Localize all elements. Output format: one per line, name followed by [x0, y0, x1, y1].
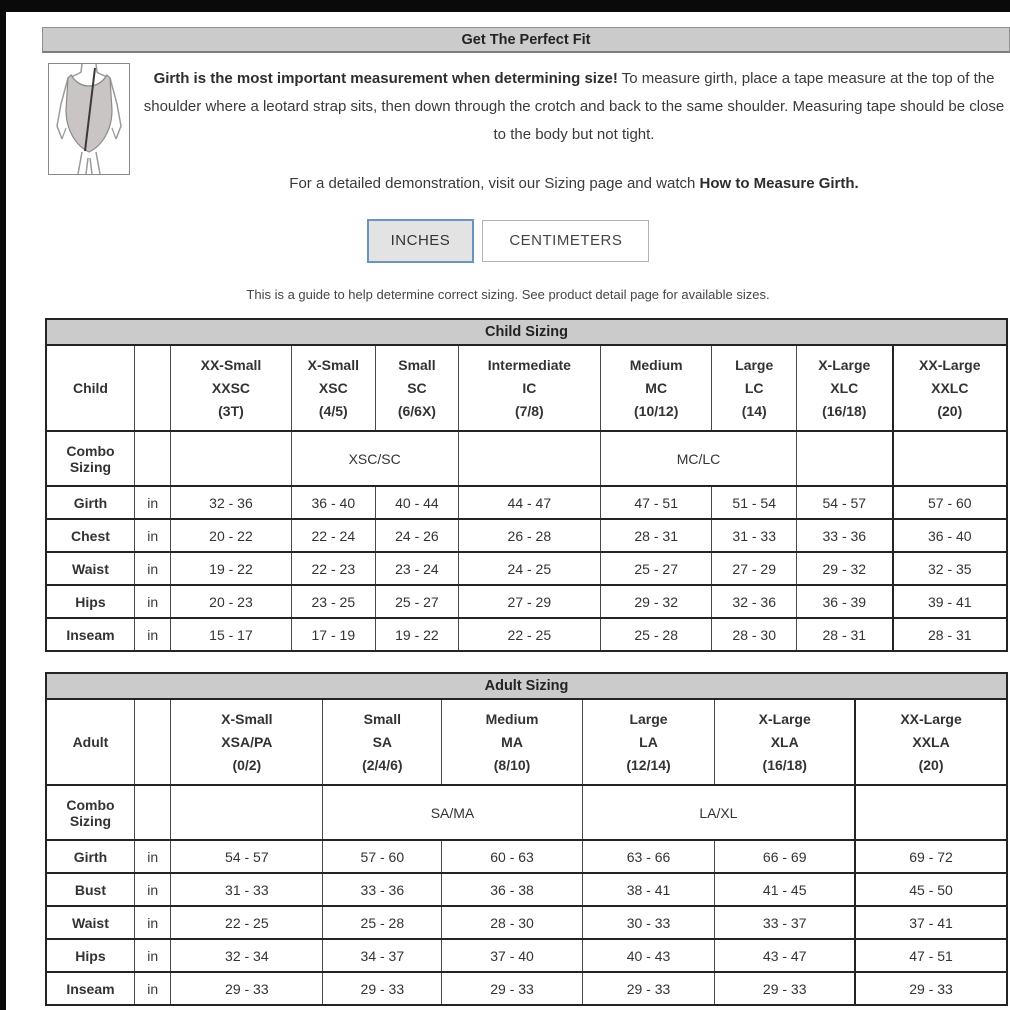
measurement-value: 29 - 33	[582, 972, 715, 1005]
measurement-value: 40 - 44	[376, 486, 459, 519]
measurement-value: 51 - 54	[712, 486, 797, 519]
measurement-value: 29 - 33	[715, 972, 855, 1005]
combo-sizing-cell	[796, 431, 892, 486]
measurement-value: 41 - 45	[715, 873, 855, 906]
measurement-value: 24 - 25	[458, 552, 600, 585]
measurement-value: 27 - 29	[712, 552, 797, 585]
measurement-value: 37 - 40	[442, 939, 582, 972]
table-title-row	[46, 319, 1007, 345]
girth-description	[138, 65, 1010, 149]
combo-sizing-cell: XSC/SC	[291, 431, 458, 486]
measurement-label: Hips	[46, 939, 134, 972]
measurement-value: 47 - 51	[855, 939, 1007, 972]
leotard-illustration	[48, 63, 130, 175]
sizing-guide-note: This is a guide to help determine correct sizing. See product detail page for available sizes.	[246, 287, 770, 302]
measurement-row	[46, 840, 1007, 873]
size-column-header: X-Large XLA (16/18)	[715, 699, 855, 785]
measurement-row	[46, 906, 1007, 939]
measurement-row	[46, 486, 1007, 519]
measurement-label: Girth	[46, 840, 134, 873]
measurement-row	[46, 552, 1007, 585]
measurement-value: 34 - 37	[323, 939, 442, 972]
measurement-value: 66 - 69	[715, 840, 855, 873]
measurement-value: 20 - 22	[171, 519, 291, 552]
unit-cell: in	[134, 906, 171, 939]
combo-sizing-cell: MC/LC	[600, 431, 796, 486]
measurement-value: 23 - 25	[291, 585, 376, 618]
girth-description-rest: To measure girth, place a tape measure at the top of the shoulder where a leotard strap sits, then down through the crotch and back to the same shoulder. Measuring tape should be close to the body but not tight.	[143, 70, 1005, 143]
measurement-value: 24 - 26	[376, 519, 459, 552]
size-column-header: X-Small XSC (4/5)	[291, 345, 376, 431]
measurement-value: 26 - 28	[458, 519, 600, 552]
empty-unit-cell	[134, 345, 171, 431]
unit-cell: in	[134, 873, 171, 906]
measurement-value: 57 - 60	[323, 840, 442, 873]
measurement-value: 25 - 28	[600, 618, 711, 651]
entity-label-cell: Adult	[46, 699, 134, 785]
measurement-value: 29 - 33	[171, 972, 323, 1005]
size-column-header: Medium MC (10/12)	[600, 345, 711, 431]
table-title: Child Sizing	[46, 319, 1007, 345]
size-column-header: X-Large XLC (16/18)	[796, 345, 892, 431]
unit-cell: in	[134, 486, 171, 519]
size-column-header: Large LA (12/14)	[582, 699, 715, 785]
measurement-value: 27 - 29	[458, 585, 600, 618]
measurement-value: 33 - 37	[715, 906, 855, 939]
measurement-row	[46, 618, 1007, 651]
page-title: Get The Perfect Fit	[42, 27, 1010, 53]
measurement-value: 25 - 27	[376, 585, 459, 618]
table-title-row	[46, 673, 1007, 699]
measurement-row	[46, 939, 1007, 972]
measurement-value: 43 - 47	[715, 939, 855, 972]
measurement-value: 19 - 22	[376, 618, 459, 651]
measurement-label: Chest	[46, 519, 134, 552]
empty-unit-cell	[134, 699, 171, 785]
unit-cell: in	[134, 840, 171, 873]
measurement-value: 22 - 24	[291, 519, 376, 552]
demo-line-prefix: For a detailed demonstration, visit our Sizing page and watch	[289, 175, 700, 192]
measurement-value: 36 - 39	[796, 585, 892, 618]
inches-button[interactable]: INCHES	[367, 219, 475, 263]
measurement-value: 25 - 28	[323, 906, 442, 939]
size-column-header: Large LC (14)	[712, 345, 797, 431]
unit-cell: in	[134, 972, 171, 1005]
sizing-guide-page	[6, 12, 1010, 1010]
measurement-value: 37 - 41	[855, 906, 1007, 939]
measurement-value: 22 - 25	[171, 906, 323, 939]
measurement-value: 54 - 57	[171, 840, 323, 873]
unit-cell: in	[134, 939, 171, 972]
measurement-row	[46, 519, 1007, 552]
measurement-value: 33 - 36	[796, 519, 892, 552]
intro-section	[48, 63, 1010, 192]
measurement-value: 31 - 33	[171, 873, 323, 906]
combo-sizing-cell	[171, 431, 291, 486]
size-column-header: XX-Large XXLA (20)	[855, 699, 1007, 785]
combo-sizing-row	[46, 431, 1007, 486]
empty-unit-cell	[134, 431, 171, 486]
unit-cell: in	[134, 519, 171, 552]
empty-unit-cell	[134, 785, 171, 840]
measurement-value: 22 - 25	[458, 618, 600, 651]
unit-toggle	[6, 219, 1010, 263]
measurement-value: 44 - 47	[458, 486, 600, 519]
measurement-label: Bust	[46, 873, 134, 906]
demo-line	[138, 175, 1010, 192]
size-column-header: XX-Small XXSC (3T)	[171, 345, 291, 431]
measurement-label: Waist	[46, 906, 134, 939]
adult-sizing-table	[45, 672, 1008, 1006]
combo-sizing-cell	[855, 785, 1007, 840]
measurement-value: 57 - 60	[893, 486, 1007, 519]
measurement-value: 22 - 23	[291, 552, 376, 585]
measurement-value: 25 - 27	[600, 552, 711, 585]
combo-sizing-label: Combo Sizing	[46, 431, 134, 486]
entity-label-cell: Child	[46, 345, 134, 431]
measurement-label: Waist	[46, 552, 134, 585]
measurement-value: 54 - 57	[796, 486, 892, 519]
measurement-value: 19 - 22	[171, 552, 291, 585]
size-header-row	[46, 699, 1007, 785]
combo-sizing-label: Combo Sizing	[46, 785, 134, 840]
measurement-value: 63 - 66	[582, 840, 715, 873]
combo-sizing-cell: LA/XL	[582, 785, 855, 840]
combo-sizing-row	[46, 785, 1007, 840]
measurement-value: 17 - 19	[291, 618, 376, 651]
unit-cell: in	[134, 585, 171, 618]
measurement-label: Hips	[46, 585, 134, 618]
measurement-value: 28 - 30	[442, 906, 582, 939]
measurement-row	[46, 873, 1007, 906]
measurement-value: 15 - 17	[171, 618, 291, 651]
leotard-girth-icon	[49, 64, 129, 174]
measurement-value: 32 - 36	[171, 486, 291, 519]
measurement-value: 23 - 24	[376, 552, 459, 585]
measurement-value: 39 - 41	[893, 585, 1007, 618]
measurement-value: 28 - 30	[712, 618, 797, 651]
combo-sizing-cell	[171, 785, 323, 840]
measurement-value: 32 - 36	[712, 585, 797, 618]
girth-description-lead: Girth is the most important measurement when determining size!	[153, 70, 618, 87]
centimeters-button[interactable]: CENTIMETERS	[482, 220, 649, 262]
measurement-value: 29 - 33	[855, 972, 1007, 1005]
size-column-header: Medium MA (8/10)	[442, 699, 582, 785]
measurement-value: 29 - 32	[600, 585, 711, 618]
measurement-value: 47 - 51	[600, 486, 711, 519]
measurement-value: 40 - 43	[582, 939, 715, 972]
measurement-value: 60 - 63	[442, 840, 582, 873]
demo-line-bold: How to Measure Girth.	[699, 175, 859, 192]
measurement-label: Girth	[46, 486, 134, 519]
measurement-row	[46, 972, 1007, 1005]
measurement-value: 32 - 35	[893, 552, 1007, 585]
measurement-value: 69 - 72	[855, 840, 1007, 873]
unit-cell: in	[134, 618, 171, 651]
measurement-value: 28 - 31	[796, 618, 892, 651]
measurement-value: 28 - 31	[893, 618, 1007, 651]
table-title: Adult Sizing	[46, 673, 1007, 699]
measurement-label: Inseam	[46, 972, 134, 1005]
combo-sizing-cell	[458, 431, 600, 486]
size-column-header: X-Small XSA/PA (0/2)	[171, 699, 323, 785]
measurement-label: Inseam	[46, 618, 134, 651]
measurement-row	[46, 585, 1007, 618]
size-column-header: Small SA (2/4/6)	[323, 699, 442, 785]
measurement-value: 36 - 40	[893, 519, 1007, 552]
intro-text	[138, 63, 1010, 192]
measurement-value: 28 - 31	[600, 519, 711, 552]
measurement-value: 29 - 33	[442, 972, 582, 1005]
measurement-value: 38 - 41	[582, 873, 715, 906]
measurement-value: 36 - 40	[291, 486, 376, 519]
measurement-value: 32 - 34	[171, 939, 323, 972]
measurement-value: 29 - 32	[796, 552, 892, 585]
unit-cell: in	[134, 552, 171, 585]
measurement-value: 36 - 38	[442, 873, 582, 906]
size-column-header: Small SC (6/6X)	[376, 345, 459, 431]
child-sizing-table	[45, 318, 1008, 652]
size-header-row	[46, 345, 1007, 431]
measurement-value: 31 - 33	[712, 519, 797, 552]
combo-sizing-cell	[893, 431, 1007, 486]
measurement-value: 20 - 23	[171, 585, 291, 618]
measurement-value: 45 - 50	[855, 873, 1007, 906]
combo-sizing-cell: SA/MA	[323, 785, 582, 840]
size-column-header: Intermediate IC (7/8)	[458, 345, 600, 431]
measurement-value: 30 - 33	[582, 906, 715, 939]
measurement-value: 33 - 36	[323, 873, 442, 906]
measurement-value: 29 - 33	[323, 972, 442, 1005]
size-column-header: XX-Large XXLC (20)	[893, 345, 1007, 431]
